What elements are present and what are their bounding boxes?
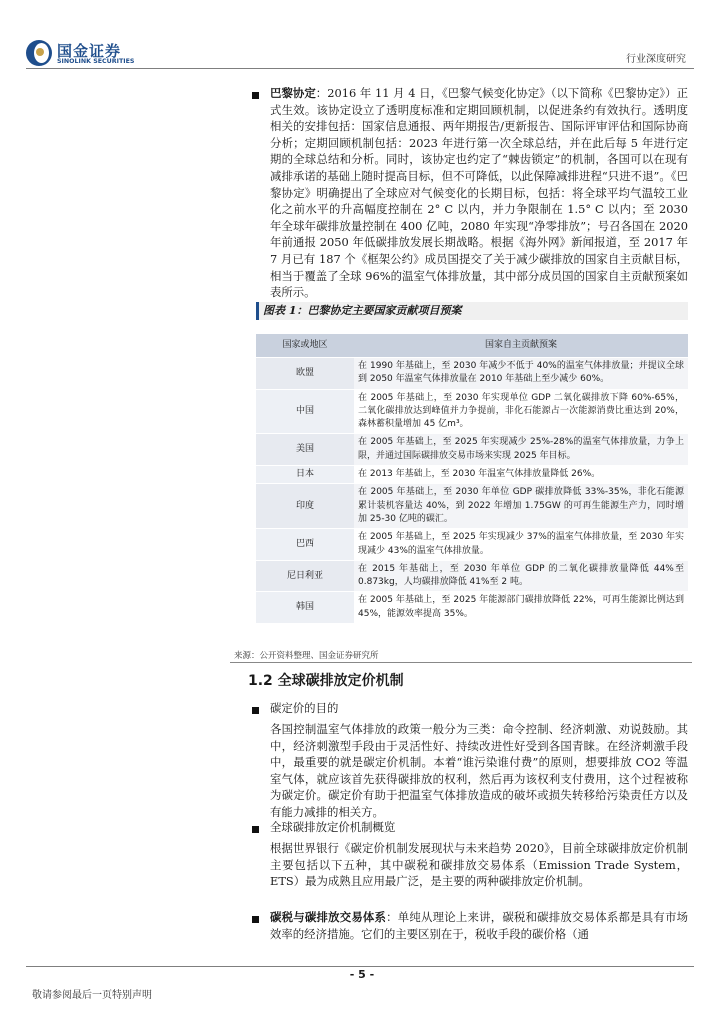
section-heading: 1.2 全球碳排放定价机制 [248,673,404,689]
bullet-icon [252,826,259,833]
table-row [256,434,688,466]
table-row [256,389,688,434]
header-divider [26,68,694,69]
plan-cell: 在 2015 年基础上，至 2030 年单位 GDP 的二氧化碳排放量降低 44%至 0.873kg，人均碳排放降低 41%至 2 吨。 [354,560,688,592]
table-row [256,560,688,592]
figure-title: 图表 1：巴黎协定主要国家贡献项目预案 [256,302,688,320]
paris-paragraph [270,85,688,301]
item2-paragraph: 根据世界银行《碳定价机制发展现状与未来趋势 2020》，目前全球碳排放定价机制主要包括以下五种，其中碳税和碳排放交易体系（Emission Trade System，ETS）最为成熟且应用最广泛，是主要的两种碳排放定价机制。 [270,841,688,889]
plan-cell: 在 1990 年基础上，至 2030 年减少不低于 40%的温室气体排放量；并提议全球到 2050 年温室气体排放量在 2010 年基础上至少减少 60%。 [354,358,688,390]
country-cell: 中国 [256,389,354,434]
logo-icon [26,40,52,66]
bullet-icon [252,916,259,923]
logo-name-cn: 国金证券 [57,42,122,60]
country-cell: 印度 [256,484,354,529]
footer-divider [26,966,694,967]
item1-paragraph: 各国控制温室气体排放的政策一般分为三类：命令控制、经济刺激、劝说鼓励。其中，经济刺激型手段由于灵活性好、持续改进性好受到各国青睐。在经济刺激手段中，最重要的就是碳定价机制。本着“谁污染谁付费”的原则，想要排放 CO2 等温室气体，就应该首先获得碳排放的权利，然后再为该权利支付费用，这个过程被称为碳定价。碳定价有助于把温室气体排放造成的破坏或损失转移给污染责任方以及有能力减排的相关方。 [270,722,688,819]
bullet-icon [252,92,259,99]
plan-cell: 在 2005 年基础上，至 2030 年单位 GDP 碳排放降低 33%-35%，非化石能源累计装机容量达 40%，到 2022 年增加 1.75GW 的可再生能源生产力，同时增加 25-30 亿吨的碳汇。 [354,484,688,529]
country-cell: 日本 [256,466,354,484]
item1-title: 碳定价的目的 [270,701,339,715]
paris-text: ：2016 年 11 月 4 日，《巴黎气候变化协定》（以下简称《巴黎协定》）正式生效。该协定设立了透明度标准和定期回顾机制，以促进条约有效执行。透明度相关的安排包括：国家信息通报、两年期报告/更新报告、国际评审评估和国际协商分析；定期回顾机制包括：2023 年进行第一次全球总结，并在此后每 5 年进行定期的全球总结和分析。同时，该协定也约定了“棘齿锁定”的机制，各国可以在现有减排承诺的基础上随时提高目标，但不可降低，以此保障减排进程“只进不退”。《巴黎协定》明确提出了全球应对气候变化的长期目标，包括：将全球平均气温较工业化之前水平的升高幅度控制在 2° C 以内，并力争限制在 1.5° C 以内；至 2030 年全球年碳排放量控制在 400 亿吨，2080 年实现“净零排放”；号召各国在 2020 年前通报 2050 年低碳排放发展长期战略。根据《海外网》新闻报道，至 2017 年 7 月已有 187 个《框架公约》成员国提交了关于减少碳排放的国家自主贡献目标，相当于覆盖了全球 96%的温室气体排放量，其中部分成员国的国家自主贡献预案如表所示。 [270,86,688,300]
country-cell: 巴西 [256,529,354,561]
page-number: - 5 - [349,968,375,981]
plan-cell: 在 2005 年基础上，至 2030 年实现单位 GDP 二氧化碳排放下降 60%-65%，二氧化碳排放达到峰值并力争提前，非化石能源占一次能源消费比重达到 20%，森林蓄积量增加 45 亿m³。 [354,389,688,434]
disclaimer: 敬请参阅最后一页特别声明 [32,990,152,1001]
item3-text: ：单纯从理论上来讲，碳税和碳排放交易体系都是具有市场效率的经济措施。它们的主要区别在于，税收手段的碳价格（通 [270,910,688,941]
item3-lead: 碳税与碳排放交易体系 [270,910,387,924]
country-cell: 美国 [256,434,354,466]
country-cell: 尼日利亚 [256,560,354,592]
table-row [256,358,688,390]
plan-cell: 在 2005 年基础上，至 2025 年能源部门碳排放降低 22%，可再生能源比例达到 45%，能源效率提高 35%。 [354,592,688,624]
figure-source: 来源：公开资料整理、国金证券研究所 [234,651,379,661]
company-logo [26,40,146,68]
item2-title: 全球碳排放定价机制概览 [270,820,396,834]
country-cell: 韩国 [256,592,354,624]
item3-paragraph [270,909,688,942]
country-cell: 欧盟 [256,358,354,390]
bullet-icon [252,707,259,714]
logo-name-en: SINOLINK SECURITIES [57,58,135,65]
report-type: 行业深度研究 [626,54,686,65]
table-header-row [256,334,688,358]
plan-cell: 在 2005 年基础上，至 2025 年实现减少 37%的温室气体排放量，至 2030 年实现减少 43%的温室气体排放量。 [354,529,688,561]
plan-cell: 在 2013 年基础上，至 2030 年温室气体排放量降低 26%。 [354,466,688,484]
paris-lead: 巴黎协定 [270,86,316,100]
contribution-table [256,334,688,624]
column-header-plan: 国家自主贡献预案 [354,334,688,358]
table-row [256,529,688,561]
table-row [256,484,688,529]
plan-cell: 在 2005 年基础上，至 2025 年实现减少 25%-28%的温室气体排放量，力争上限，并通过国际碳排放交易市场来实现 2025 年目标。 [354,434,688,466]
source-divider [230,662,692,663]
table-row [256,466,688,484]
table-row [256,592,688,624]
column-header-country: 国家或地区 [256,334,354,358]
